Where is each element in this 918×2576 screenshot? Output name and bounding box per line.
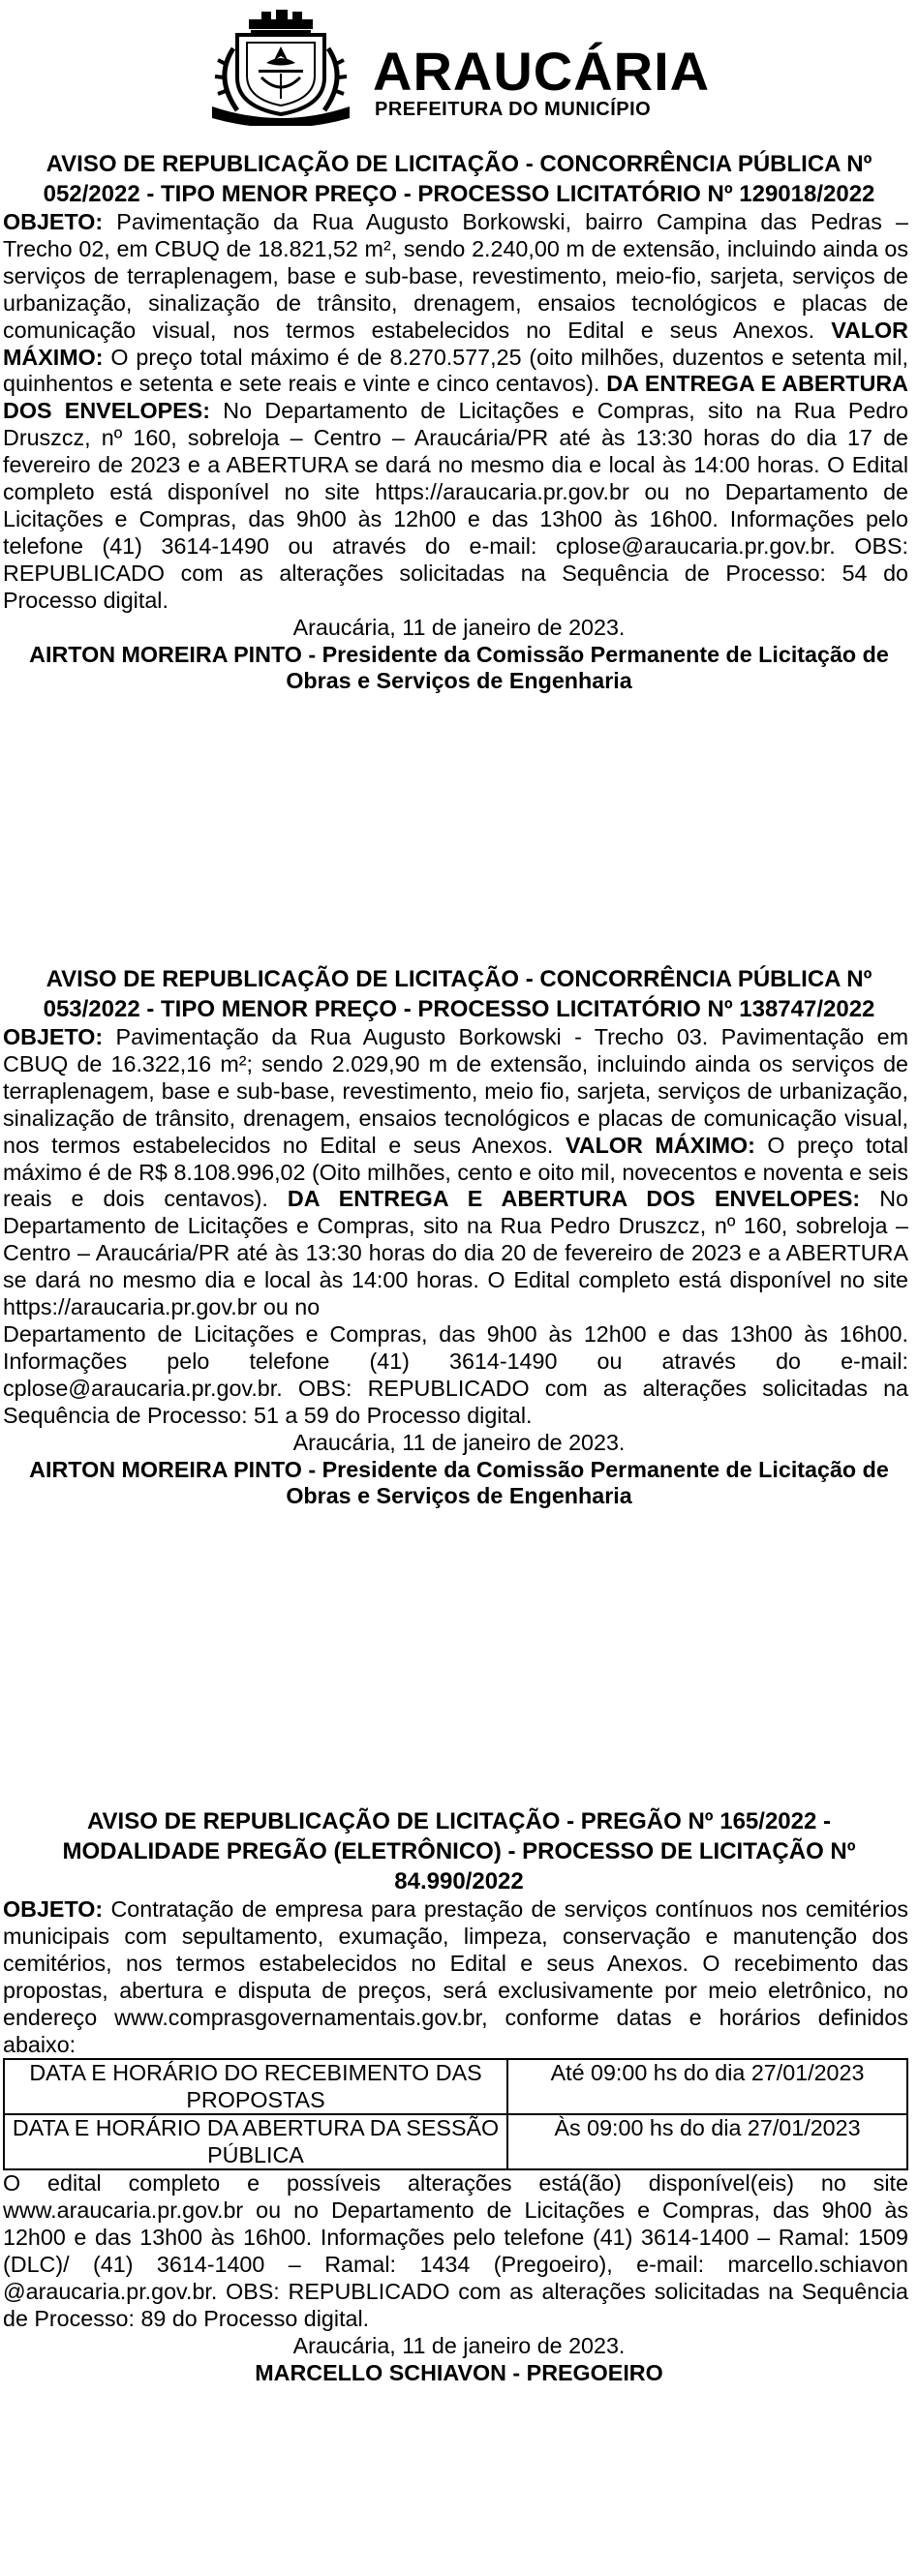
notice-footer: O edital completo e possíveis alterações está(ão) disponível(eis) no site www.araucaria.pr.gov.br ou no Departamento de Licitações e Compras, das 9h00 às 12h00 e das 13h00 às 16h00. Informações pelo telefone (41) 3614-1400 – Ramal: 1509 (DLC)/ (41) 3614-1400 – Ramal: 1434 (Pregoeiro), e-mail: marcello.schiavon @araucaria.pr.gov.br. OBS: REPUBLICADO com as alterações solicitadas na Sequência de Processo: 89 do Processo digital. <box>3 2170 908 2331</box>
city-name: ARAUCÁRIA <box>373 41 711 102</box>
entrega-text: No Departamento de Licitações e Compras, sito na Rua Pedro Druszcz, nº 160, sobreloja – Centro – Araucária/PR até às 13:30 horas do dia 20 de fevereiro de 2023 e a ABERTURA se dará no mesmo dia e local às 14:00 horas. O Edital completo está disponível no site https://araucaria.pr.gov.br ou no <box>3 1186 908 1320</box>
header <box>208 10 712 126</box>
entrega-label: DA ENTREGA E ABERTURA DOS ENVELOPES: <box>3 371 908 424</box>
notice-body <box>3 1024 908 1321</box>
notice-signature: MARCELLO SCHIAVON - PREGOEIRO <box>255 2359 663 2385</box>
brand <box>373 41 711 120</box>
notice-2 <box>0 964 918 1510</box>
entrega-text: No Departamento de Licitações e Compras, sito na Rua Pedro Druszcz, nº 160, sobreloja – Centro – Araucária/PR até às 13:30 horas do dia 17 de fevereiro de 2023 e a ABERTURA se dará no mesmo dia e local às 14:00 horas. O Edital completo está disponível no site https://araucaria.pr.gov.br ou no Departamento de Licitações e Compras, das 9h00 às 12h00 e das 13h00 às 16h00. Informações pelo telefone (41) 3614-1490 ou através do e-mail: cplose@araucaria.pr.gov.br. OBS: REPUBLICADO com as alterações solicitadas na Sequência de Processo: 54 do Processo digital. <box>3 398 909 613</box>
notice-body <box>3 1896 908 2058</box>
municipal-crest-icon <box>208 10 353 126</box>
notice-signature: AIRTON MOREIRA PINTO - Presidente da Comissão Permanente de Licitação de Obras e Serviços de Engenharia <box>29 1456 889 1509</box>
table-row <box>4 2059 907 2114</box>
table-cell: DATA E HORÁRIO DA ABERTURA DA SESSÃO PÚBLICA <box>4 2114 507 2169</box>
table-row <box>4 2114 907 2169</box>
objeto-label: OBJETO: <box>3 1896 104 1922</box>
notice-signature: AIRTON MOREIRA PINTO - Presidente da Comissão Permanente de Licitação de Obras e Serviços de Engenharia <box>29 641 889 694</box>
notice-3 <box>0 1806 918 2387</box>
valor-text: O preço total máximo é de R$ 8.108.996,02 (Oito milhões, cento e oito mil, novecentos e noventa e seis reais e dois centavos). <box>3 1132 908 1212</box>
valor-label: VALOR MÁXIMO: <box>3 317 908 370</box>
valor-text: O preço total máximo é de 8.270.577,25 (oito milhões, duzentos e setenta mil, quinhentos e setenta e sete reais e vinte e cinco centavos). <box>3 344 908 397</box>
notice-body-continued: Departamento de Licitações e Compras, das 9h00 às 12h00 e das 13h00 às 16h00. Informações pelo telefone (41) 3614-1490 ou através do e-mail: cplose@araucaria.pr.gov.br. OBS: REPUBLICADO com as alterações solicitadas na Sequência de Processo: 51 a 59 do Processo digital. <box>3 1320 908 1428</box>
notice-body <box>3 209 908 615</box>
notice-date: Araucária, 11 de janeiro de 2023. <box>292 1429 626 1455</box>
notice-title: AVISO DE REPUBLICAÇÃO DE LICITAÇÃO - PREGÃO Nº 165/2022 - MODALIDADE PREGÃO (ELETRÔNICO) - PROCESSO DE LICITAÇÃO Nº 84.990/2022 <box>62 1808 856 1894</box>
objeto-text: Pavimentação da Rua Augusto Borkowski - Trecho 03. Pavimentação em CBUQ de 16.322,16 m²; sendo 2.029,90 m de extensão, incluindo ainda os serviços de terraplenagem, base e sub-base, revestimento, meio fio, sarjeta, serviços de urbanização, sinalização de trânsito, drenagem, ensaios tecnológicos e placas de comunicação visual, nos termos estabelecidos no Edital e seus Anexos. <box>3 1024 908 1158</box>
objeto-text: Pavimentação da Rua Augusto Borkowski, bairro Campina das Pedras – Trecho 02, em CBUQ de 18.821,52 m², sendo 2.240,00 m de extensão, incluindo ainda os serviços de terraplenagem, base e sub-base, revestimento, meio-fio, sarjeta, serviços de urbanização, sinalização de trânsito, drenagem, ensaios tecnológicos e placas de comunicação visual, nos termos estabelecidos no Edital e seus Anexos. <box>3 209 908 343</box>
table-cell: DATA E HORÁRIO DO RECEBIMENTO DAS PROPOSTAS <box>4 2059 507 2114</box>
entrega-label: DA ENTREGA E ABERTURA DOS ENVELOPES: <box>287 1186 861 1212</box>
city-subtitle: PREFEITURA DO MUNICÍPIO <box>375 99 652 120</box>
notice-1 <box>0 149 918 695</box>
objeto-text: Contratação de empresa para prestação de serviços contínuos nos cemitérios municipais com sepultamento, exumação, limpeza, conservação e manutenção dos cemitérios, nos termos estabelecidos no Edital e seus Anexos. O recebimento das propostas, abertura e disputa de preços, será exclusivamente por meio eletrônico, no endereço www.comprasgovernamentais.gov.br, conforme datas e horários definidos abaixo: <box>3 1896 908 2057</box>
objeto-label: OBJETO: <box>3 1024 104 1049</box>
objeto-label: OBJETO: <box>3 209 104 234</box>
valor-label: VALOR MÁXIMO: <box>565 1132 755 1158</box>
notice-title: AVISO DE REPUBLICAÇÃO DE LICITAÇÃO - CONCORRÊNCIA PÚBLICA Nº 053/2022 - TIPO MENOR PREÇO - PROCESSO LICITATÓRIO Nº 138747/2022 <box>43 966 875 1022</box>
table-cell: Até 09:00 hs do dia 27/01/2023 <box>507 2059 907 2114</box>
notice-date: Araucária, 11 de janeiro de 2023. <box>292 2332 626 2358</box>
notice-title: AVISO DE REPUBLICAÇÃO DE LICITAÇÃO - CONCORRÊNCIA PÚBLICA Nº 052/2022 - TIPO MENOR PREÇO - PROCESSO LICITATÓRIO Nº 129018/2022 <box>43 151 875 207</box>
dates-table <box>3 2058 908 2170</box>
table-cell: Às 09:00 hs do dia 27/01/2023 <box>507 2114 907 2169</box>
notice-date: Araucária, 11 de janeiro de 2023. <box>292 614 626 640</box>
